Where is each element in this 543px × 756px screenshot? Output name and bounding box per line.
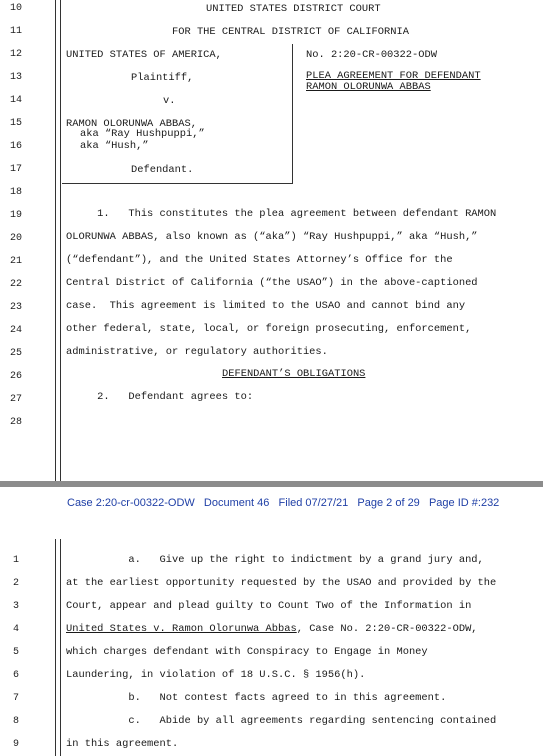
line-number: 21 xyxy=(9,256,22,267)
paragraph-line: other federal, state, local, or foreign prosecuting, enforcement, xyxy=(66,323,472,335)
line-number: 28 xyxy=(9,417,22,428)
paragraph-line: administrative, or regulatory authorities. xyxy=(66,346,328,358)
paragraph-line: (“defendant”), and the United States Attorney’s Office for the xyxy=(66,254,453,266)
line-number: 2 xyxy=(12,578,19,589)
defendant-aka-1: aka “Ray Hushpuppi,” xyxy=(80,128,205,140)
line-number: 12 xyxy=(9,49,22,60)
section-heading: DEFENDANT’S OBLIGATIONS xyxy=(222,368,366,380)
caption-box-right-border xyxy=(292,44,293,184)
paragraph-line: 1. This constitutes the plea agreement between defendant RAMON xyxy=(66,208,497,220)
defendant-aka-2: aka “Hush,” xyxy=(80,140,149,152)
document-title-line-1: PLEA AGREEMENT FOR DEFENDANT xyxy=(306,70,481,82)
line-number: 22 xyxy=(9,279,22,290)
paragraph-line: OLORUNWA ABBAS, also known as (“aka”) “Ray Hushpuppi,” aka “Hush,” xyxy=(66,231,478,243)
case-citation-rest: , Case No. 2:20-CR-00322-ODW, xyxy=(296,623,478,635)
line-number: 11 xyxy=(9,26,22,37)
left-margin-line xyxy=(55,539,56,756)
line-number: 7 xyxy=(12,693,19,704)
line-number: 17 xyxy=(9,164,22,175)
line-number: 15 xyxy=(9,118,22,129)
line-number: 27 xyxy=(9,394,22,405)
paragraph-line xyxy=(66,622,478,636)
defendant-name: RAMON OLORUNWA ABBAS, xyxy=(66,118,197,130)
paragraph-line: 2. Defendant agrees to: xyxy=(66,391,254,403)
paragraph-line: in this agreement. xyxy=(66,738,179,750)
plaintiff-role: Plaintiff, xyxy=(131,72,194,84)
line-number: 20 xyxy=(9,233,22,244)
line-number: 1 xyxy=(12,555,19,566)
document-page-2 xyxy=(0,487,543,756)
paragraph-line: at the earliest opportunity requested by the USAO and provided by the xyxy=(66,577,497,589)
line-number: 16 xyxy=(9,141,22,152)
paragraph-line: Court, appear and plead guilty to Count Two of the Information in xyxy=(66,600,472,612)
line-number: 23 xyxy=(9,302,22,313)
paragraph-line: b. Not contest facts agreed to in this agreement. xyxy=(66,692,447,704)
line-number: 24 xyxy=(9,325,22,336)
document-title-line-2: RAMON OLORUNWA ABBAS xyxy=(306,81,431,93)
line-number: 3 xyxy=(12,601,19,612)
line-number: 19 xyxy=(9,210,22,221)
caption-box-bottom-border xyxy=(62,183,293,184)
paragraph-line: case. This agreement is limited to the USAO and cannot bind any xyxy=(66,300,466,312)
left-margin-line-inner xyxy=(60,539,61,756)
case-number: No. 2:20-CR-00322-ODW xyxy=(306,49,437,61)
paragraph-line: c. Abide by all agreements regarding sentencing contained xyxy=(66,715,497,727)
line-number: 8 xyxy=(12,716,19,727)
left-margin-line-inner xyxy=(60,0,61,481)
line-number: 26 xyxy=(9,371,22,382)
paragraph-line: Laundering, in violation of 18 U.S.C. § 1956(h). xyxy=(66,669,366,681)
paragraph-line: Central District of California (“the USAO”) in the above-captioned xyxy=(66,277,478,289)
line-number: 10 xyxy=(9,3,22,14)
line-number: 13 xyxy=(9,72,22,83)
left-margin-line xyxy=(55,0,56,481)
versus-label: v. xyxy=(163,95,176,107)
line-number: 14 xyxy=(9,95,22,106)
paragraph-line: which charges defendant with Conspiracy to Engage in Money xyxy=(66,646,428,658)
line-number: 25 xyxy=(9,348,22,359)
case-citation: United States v. Ramon Olorunwa Abbas xyxy=(66,623,297,635)
court-name: UNITED STATES DISTRICT COURT xyxy=(206,3,381,15)
plaintiff-name: UNITED STATES OF AMERICA, xyxy=(66,49,222,61)
filing-header: Case 2:20-cr-00322-ODW Document 46 Filed 07/27/21 Page 2 of 29 Page ID #:232 xyxy=(67,497,500,509)
line-number: 5 xyxy=(12,647,19,658)
line-number: 9 xyxy=(12,739,19,750)
line-number: 4 xyxy=(12,624,19,635)
line-number: 18 xyxy=(9,187,22,198)
line-number: 6 xyxy=(12,670,19,681)
paragraph-line: a. Give up the right to indictment by a grand jury and, xyxy=(66,554,484,566)
court-district: FOR THE CENTRAL DISTRICT OF CALIFORNIA xyxy=(172,26,409,38)
defendant-role: Defendant. xyxy=(131,164,194,176)
